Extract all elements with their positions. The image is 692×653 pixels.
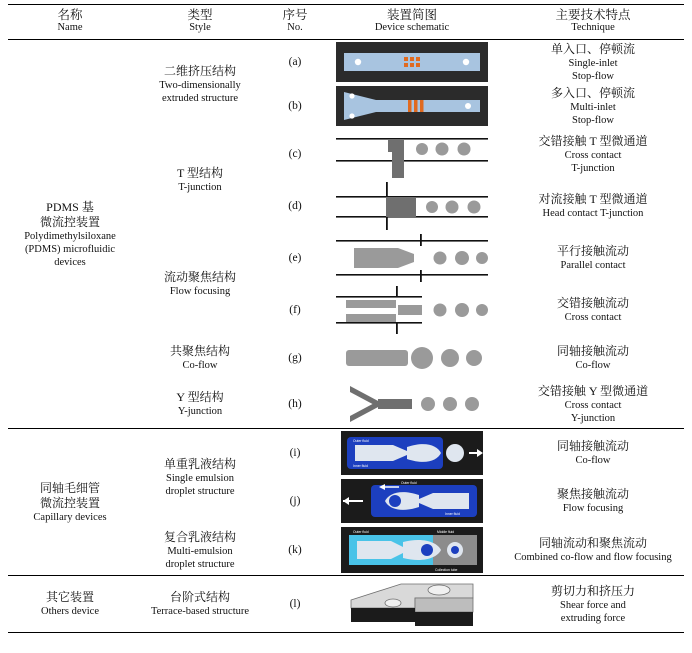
svg-text:Outer fluid: Outer fluid <box>353 439 369 444</box>
schematic-d <box>322 180 502 232</box>
schematic-t-junction-head-svg <box>336 182 488 230</box>
svg-text:Outer fluid: Outer fluid <box>401 481 417 486</box>
svg-text:Inner fluid: Inner fluid <box>445 512 460 517</box>
tech-h: 交错接触 Y 型微通道 Cross contact Y-junction <box>537 383 649 424</box>
col-header-style: 类型 Style <box>187 8 213 34</box>
tech-a: 单入口、停顿流 Single-inlet Stop-flow <box>550 41 635 82</box>
schematic-t-junction-cross-svg <box>336 130 488 178</box>
style-single-emulsion: 单重乳液结构 Single emulsion droplet structure <box>163 456 236 497</box>
device-comparison-table <box>8 4 684 635</box>
row-no-j: (j) <box>289 495 301 508</box>
table-row <box>8 576 684 633</box>
schematic-j <box>322 477 502 525</box>
bottom-rule <box>8 633 684 636</box>
col-header-name: 名称 Name <box>57 8 83 34</box>
schematic-h <box>322 380 502 428</box>
row-no-k: (k) <box>288 544 302 557</box>
schematic-g <box>322 336 502 380</box>
col-header-no: 序号 No. <box>282 8 308 34</box>
row-no-d: (d) <box>288 200 302 213</box>
schematic-f <box>322 284 502 336</box>
schematic-flow-focusing-cross-svg <box>336 286 488 334</box>
style-terrace-based: 台阶式结构 Terrace-based structure <box>150 590 250 618</box>
tech-f: 交错接触流动 Cross contact <box>556 296 629 324</box>
table-row <box>8 40 684 85</box>
schematic-co-flow-svg <box>336 338 488 378</box>
tech-d: 对流接触 T 型微通道 Head contact T-junction <box>538 192 648 220</box>
style-flow-focusing: 流动聚焦结构 Flow focusing <box>163 270 236 298</box>
tech-g: 同轴接触流动 Co-flow <box>556 344 629 372</box>
schematic-c <box>322 128 502 180</box>
row-no-a: (a) <box>288 56 302 69</box>
table-row <box>8 429 684 478</box>
row-no-l: (l) <box>289 598 301 611</box>
schematic-a <box>322 40 502 85</box>
table-sheet <box>0 4 692 653</box>
col-header-technique: 主要技术特点 Technique <box>555 8 631 34</box>
style-t-junction: T 型结构 T-junction <box>176 166 224 194</box>
schematic-capillary-multi-emulsion-svg <box>341 527 483 573</box>
schematic-e <box>322 232 502 284</box>
schematic-i <box>322 429 502 478</box>
tech-i: 同轴接触流动 Co-flow <box>556 439 629 467</box>
schematic-capillary-single-emulsion-svg <box>341 431 483 475</box>
group-name-capillary: 同轴毛细管 微流控装置 Capillary devices <box>33 480 107 523</box>
tech-b: 多入口、停顿流 Multi-inlet Stop-flow <box>550 85 635 126</box>
row-no-e: (e) <box>288 252 302 265</box>
style-y-junction: Y 型结构 Y-junction <box>176 390 224 418</box>
row-no-h: (h) <box>288 398 302 411</box>
tech-j: 聚焦接触流动 Flow focusing <box>556 487 629 515</box>
tech-l: 剪切力和挤压力 Shear force and extruding force <box>550 583 635 624</box>
schematic-k <box>322 525 502 576</box>
svg-text:Collection tube: Collection tube <box>435 568 458 573</box>
schematic-flow-focusing-parallel-svg <box>336 234 488 282</box>
schematic-two-dim-extruded-b-svg <box>336 86 488 126</box>
schematic-terrace-based-svg <box>341 578 483 630</box>
style-two-dim-extruded: 二维挤压结构 Two-dimensionally extruded structure <box>159 63 241 104</box>
svg-text:Outer fluid: Outer fluid <box>353 530 369 535</box>
row-no-c: (c) <box>288 148 302 161</box>
col-header-schematic: 装置简图 Device schematic <box>374 8 450 34</box>
row-no-b: (b) <box>288 100 302 113</box>
style-co-flow: 共聚焦结构 Co-flow <box>169 344 230 372</box>
schematic-b <box>322 84 502 128</box>
tech-e: 平行接触流动 Parallel contact <box>556 244 629 272</box>
table-bottom-rule-row <box>8 633 684 636</box>
schematic-two-dim-extruded-a-svg <box>336 42 488 82</box>
schematic-y-junction-svg <box>336 382 488 426</box>
tech-k: 同轴流动和聚焦流动 Combined co-flow and flow focusing <box>514 536 672 564</box>
row-no-f: (f) <box>289 304 301 317</box>
style-multi-emulsion: 复合乳液结构 Multi-emulsion droplet structure <box>163 529 236 570</box>
group-name-pdms: PDMS 基 微流控装置 Polydimethylsiloxane (PDMS) microfluidic devices <box>24 199 116 268</box>
row-no-g: (g) <box>288 352 302 365</box>
row-no-i: (i) <box>289 447 301 460</box>
schematic-capillary-flow-focusing-svg <box>341 479 483 523</box>
group-name-others: 其它装置 Others device <box>40 590 100 618</box>
schematic-l <box>322 576 502 633</box>
svg-text:Inner fluid: Inner fluid <box>353 464 368 469</box>
tech-c: 交错接触 T 型微通道 Cross contact T-junction <box>538 133 648 174</box>
svg-text:Middle fluid: Middle fluid <box>437 530 455 535</box>
table-header-row <box>8 5 684 40</box>
